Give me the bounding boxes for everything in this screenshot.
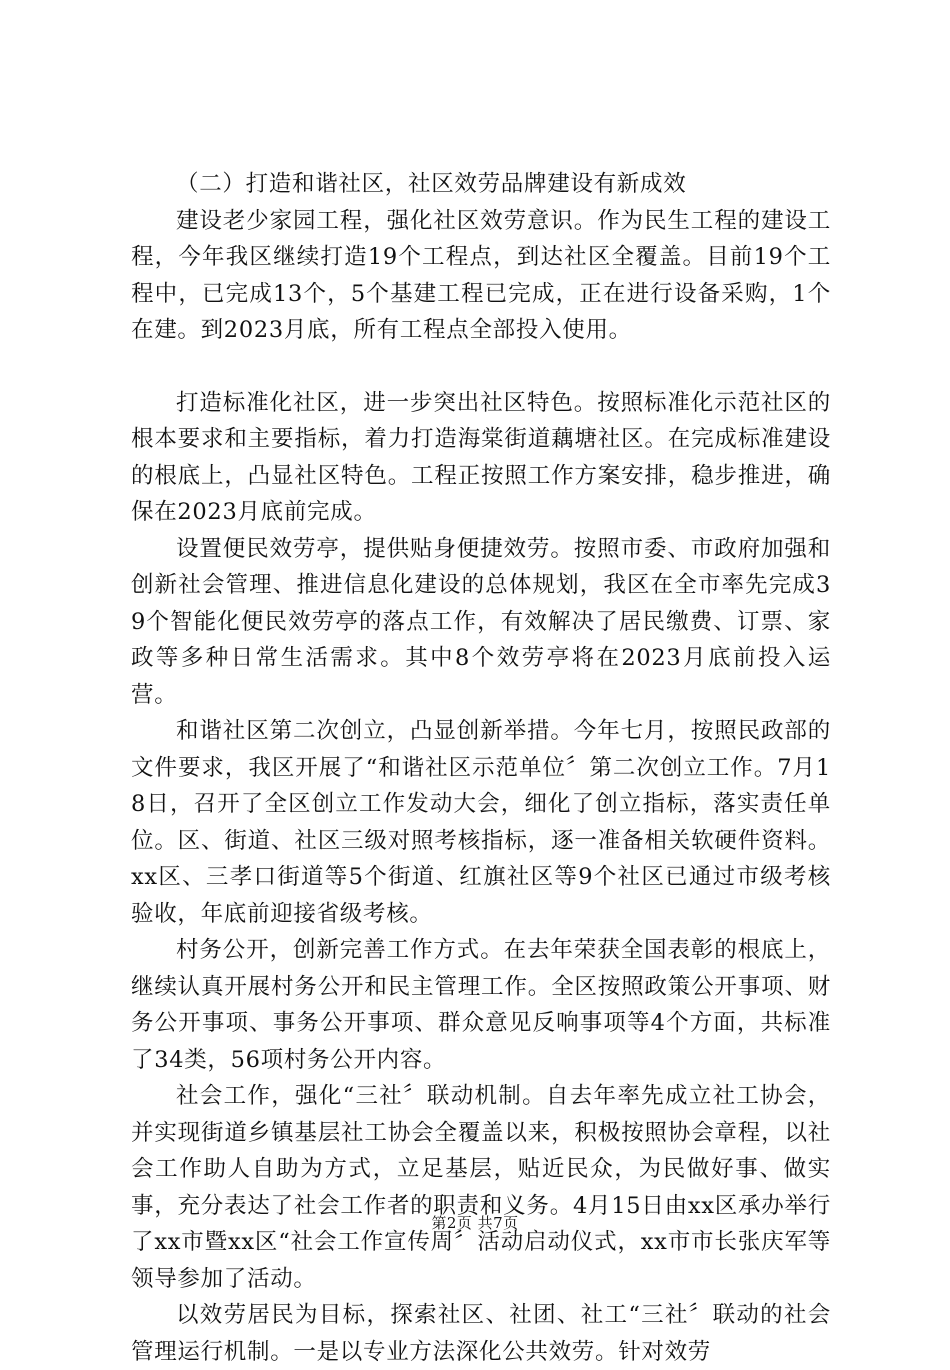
paragraph-village-affairs: 村务公开，创新完善工作方式。在去年荣获全国表彰的根底上，继续认真开展村务公开和民主管理工作。全区按照政策公开事项、财务公开事项、事务公开事项、群众意见反响事项等4个方面，共标准了34类，56项村务公开内容。 <box>131 937 831 1073</box>
document-body <box>131 166 831 1370</box>
paragraph-elderly-youth-home: 建设老少家园工程，强化社区效劳意识。作为民生工程的建设工程，今年我区继续打造19个工程点，到达社区全覆盖。目前19个工程中，已完成13个，5个基建工程已完成，正在进行设备采购，1个在建。到2023月底，所有工程点全部投入使用。 <box>131 207 831 343</box>
paragraph-service-kiosks: 设置便民效劳亭，提供贴身便捷效劳。按照市委、市政府加强和创新社会管理、推进信息化建设的总体规划，我区在全市率先完成39个智能化便民效劳亭的落点工作，有效解决了居民缴费、订票、家政等多种日常生活需求。其中8个效劳亭将在2023月底前投入运营。 <box>131 535 831 708</box>
paragraph-standardized-community: 打造标准化社区，进一步突出社区特色。按照标准化示范社区的根本要求和主要指标，着力打造海棠街道藕塘社区。在完成标准建设的根底上，凸显社区特色。工程正按照工作方案安排，稳步推进，确保在2023月底前完成。 <box>131 389 831 525</box>
page-number-footer: 第2页 共7页 <box>431 1214 519 1232</box>
paragraph-harmonious-community: 和谐社区第二次创立，凸显创新举措。今年七月，按照民政部的文件要求，我区开展了“和谐社区示范单位〞第二次创立工作。7月18日，召开了全区创立工作发动大会，细化了创立指标，落实责任单位。区、街道、社区三级对照考核指标，逐一准备相关软硬件资料。xx区、三孝口街道等5个街道、红旗社区等9个社区已通过市级考核验收，年底前迎接省级考核。 <box>131 718 831 927</box>
paragraph-three-social-linkage: 以效劳居民为目标，探索社区、社团、社工“三社〞联动的社会管理运行机制。一是以专业方法深化公共效劳。针对效劳 <box>131 1302 831 1365</box>
section-heading: （二）打造和谐社区，社区效劳品牌建设有新成效 <box>176 171 687 197</box>
paragraph-social-work: 社会工作，强化“三社〞联动机制。自去年率先成立社工协会，并实现街道乡镇基层社工协会全覆盖以来，积极按照协会章程，以社会工作助人自助为方式，立足基层，贴近民众，为民做好事、做实事，充分表达了社会工作者的职责和义务。4月15日由xx区承办举行了xx市暨xx区“社会工作宣传周〞活动启动仪式，xx市市长张庆军等领导参加了活动。 <box>131 1083 831 1292</box>
